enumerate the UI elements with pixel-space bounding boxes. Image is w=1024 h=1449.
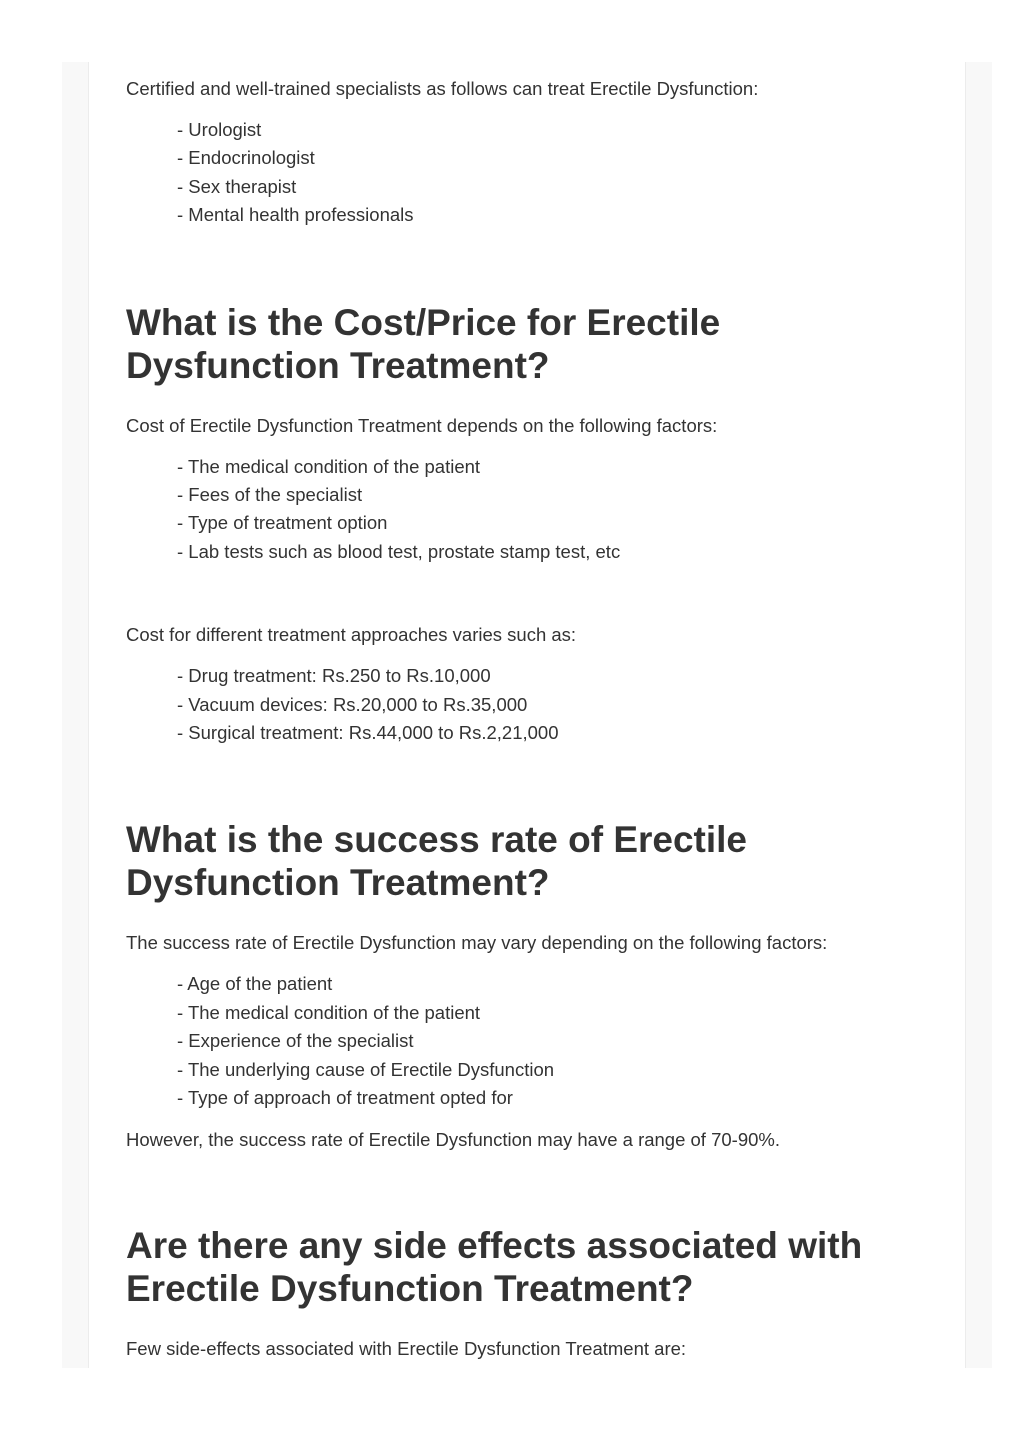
list-item: - Type of approach of treatment opted for (177, 1087, 513, 1109)
list-item: - Endocrinologist (177, 147, 315, 169)
list-item: - Lab tests such as blood test, prostate stamp test, etc (177, 540, 621, 562)
success-intro: The success rate of Erectile Dysfunction may vary depending on the following factors: (126, 932, 828, 954)
list-item: - Type of treatment option (177, 512, 388, 534)
list-item: - Surgical treatment: Rs.44,000 to Rs.2,21,000 (177, 722, 559, 744)
page-gutter-right (965, 62, 992, 1368)
side-effects-heading: Are there any side effects associated with Erectile Dysfunction Treatment? (126, 1224, 863, 1309)
success-factors-list (126, 970, 926, 1112)
list-item: - Drug treatment: Rs.250 to Rs.10,000 (177, 665, 491, 687)
list-item: - Urologist (177, 119, 262, 140)
specialists-intro: Certified and well-trained specialists as follows can treat Erectile Dysfunction: (126, 78, 759, 99)
article-content (126, 76, 926, 1362)
cost-intro: Cost of Erectile Dysfunction Treatment depends on the following factors: (126, 414, 718, 436)
cost-factors-list (126, 453, 926, 567)
list-item: - Age of the patient (177, 973, 333, 995)
success-heading: What is the success rate of Erectile Dysfunction Treatment? (126, 819, 748, 904)
list-item: - The underlying cause of Erectile Dysfunction (177, 1058, 555, 1080)
list-item: - The medical condition of the patient (177, 1001, 481, 1023)
list-item: - Vacuum devices: Rs.20,000 to Rs.35,000 (177, 693, 528, 715)
list-item: - The medical condition of the patient (177, 455, 481, 477)
list-item: - Experience of the specialist (177, 1030, 414, 1052)
cost-approaches-intro: Cost for different treatment approaches varies such as: (126, 624, 577, 646)
list-item: - Fees of the specialist (177, 484, 363, 506)
list-item: - Sex therapist (177, 175, 297, 197)
side-effects-intro: Few side-effects associated with Erectile Dysfunction Treatment are: (126, 1337, 687, 1359)
list-item: - Mental health professionals (177, 204, 414, 226)
page-gutter-left (62, 62, 89, 1368)
cost-heading: What is the Cost/Price for Erectile Dysfunction Treatment? (126, 301, 721, 386)
success-conclusion: However, the success rate of Erectile Dysfunction may have a range of 70-90%. (126, 1128, 780, 1150)
specialists-list (126, 116, 926, 230)
cost-approaches-list (126, 662, 926, 747)
